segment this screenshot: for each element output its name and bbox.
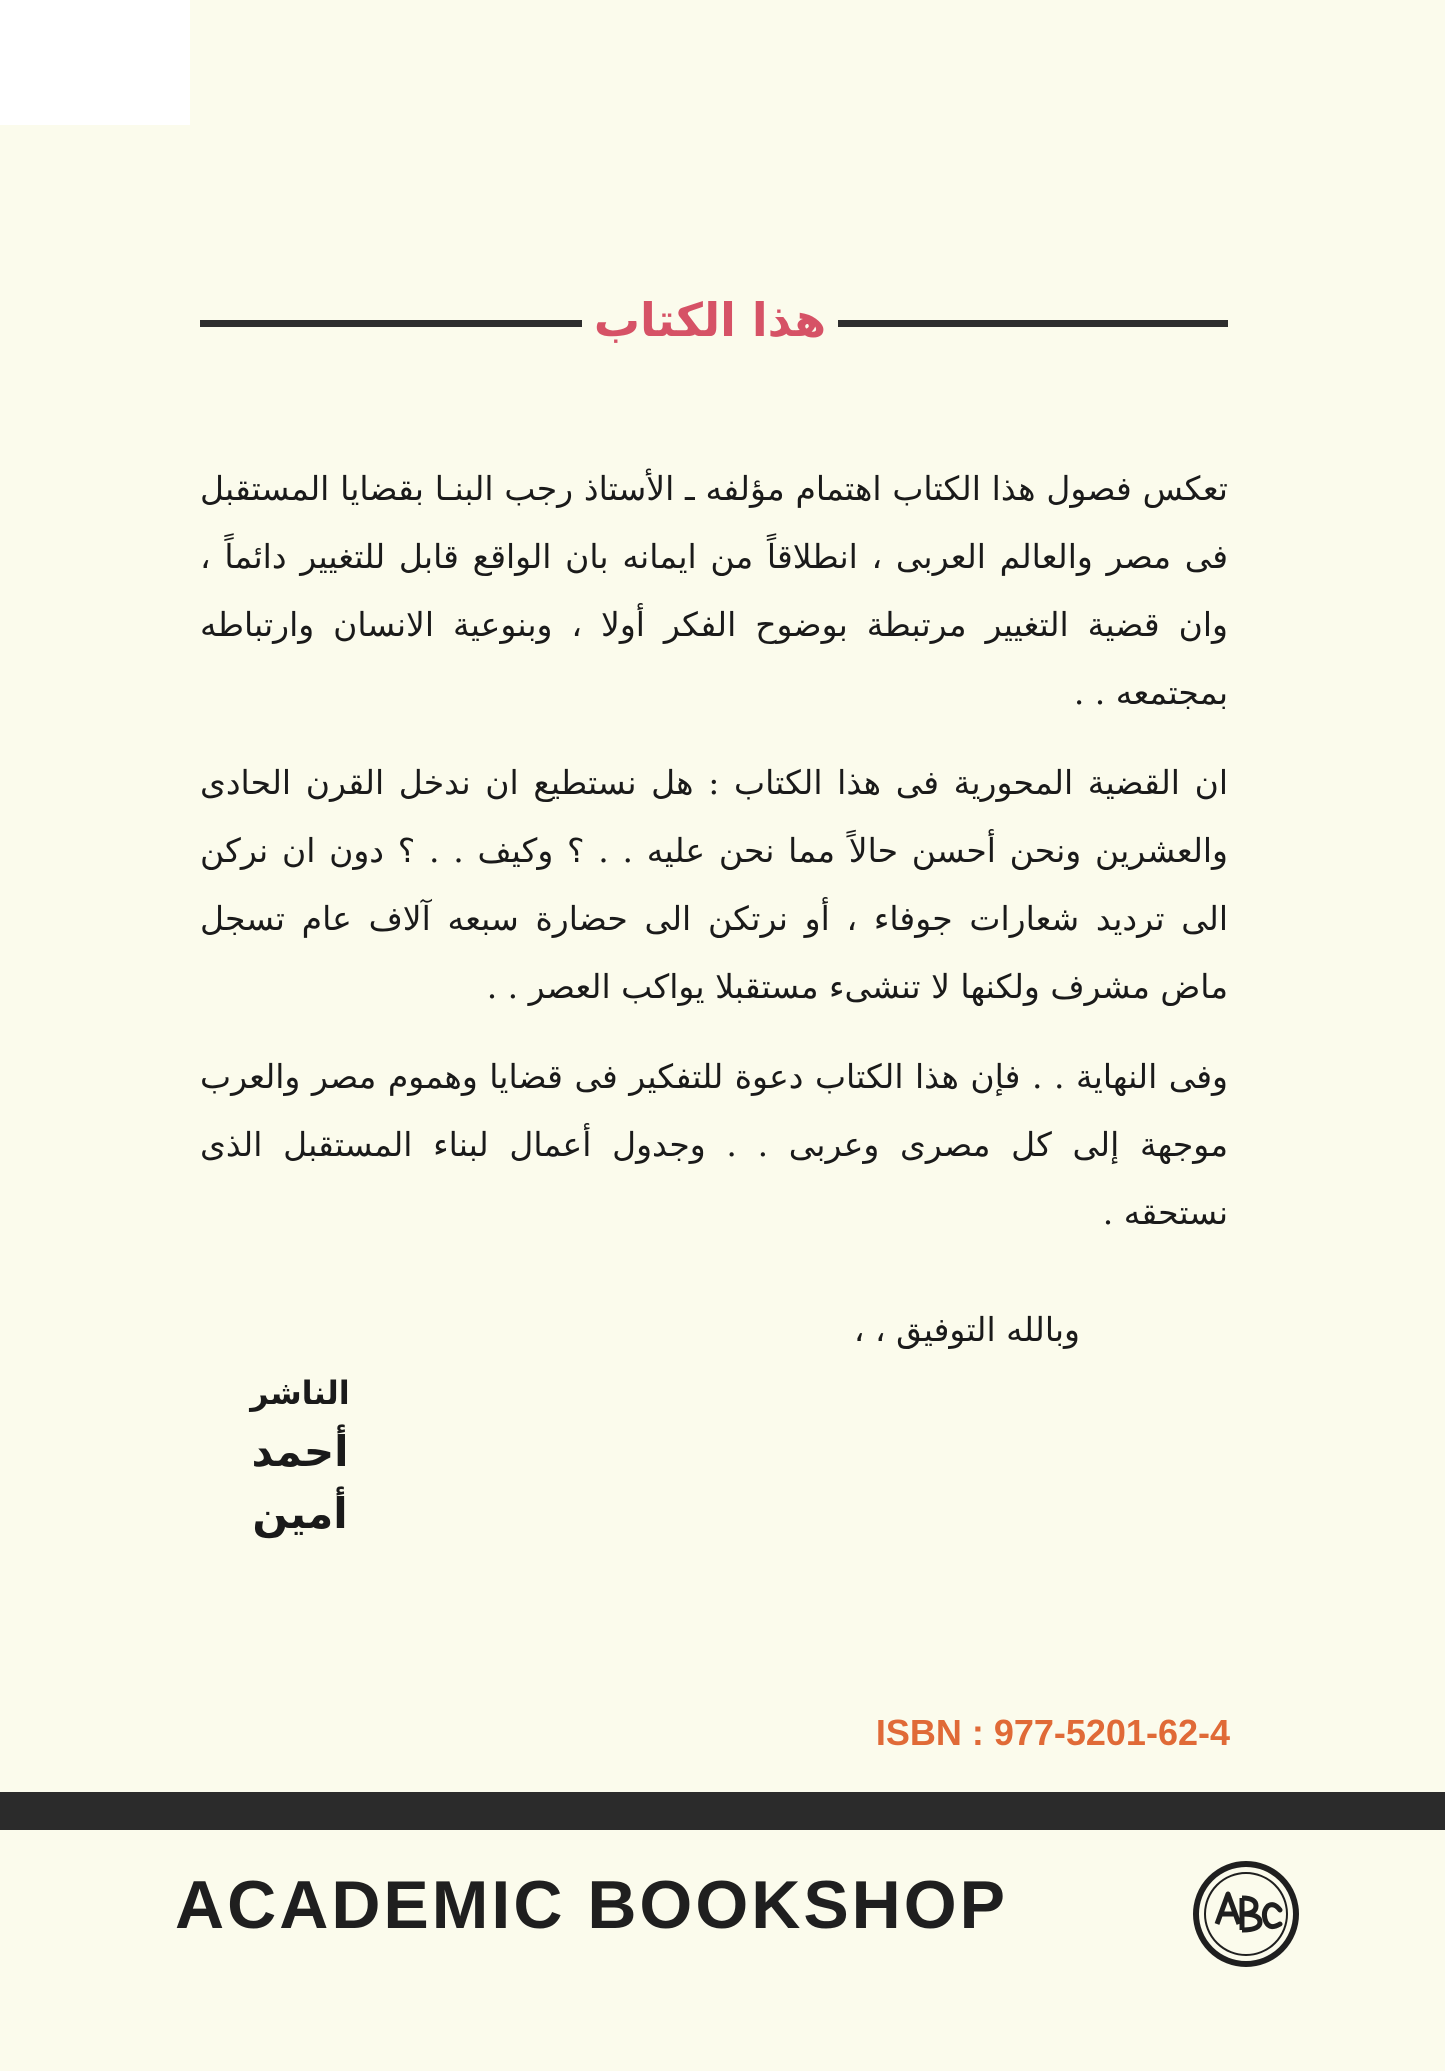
publisher-block bbox=[200, 1365, 400, 1545]
blurb-body bbox=[200, 455, 1228, 1269]
section-heading bbox=[200, 288, 1228, 358]
blurb-paragraph-1: تعكس فصول هذا الكتاب اهتمام مؤلفه ـ الأستاذ رجب البنـا بقضايا المستقبل فى مصر والعالم العربى ، انطلاقاً من ايمانه بان الواقع قابل للتغيير دائماً ، وان قضية التغيير مرتبطة بوضوح الفكر أولا ، وبنوعية الانسان وارتباطه بمجتمعه . . bbox=[200, 469, 1228, 712]
bottom-band bbox=[0, 1792, 1445, 1830]
heading-rule-right bbox=[838, 320, 1228, 327]
heading-title: هذا الكتاب bbox=[593, 293, 827, 347]
closing-line: وبالله التوفيق ، ، bbox=[853, 1310, 1080, 1349]
heading-rule-left bbox=[200, 320, 582, 327]
blurb-paragraph-3: وفى النهاية . . فإن هذا الكتاب دعوة للتفكير فى قضايا وهموم مصر والعرب موجهة إلى كل مصرى وعربى . . وجدول أعمال لبناء المستقبل الذى نستحقه . bbox=[200, 1057, 1228, 1232]
publisher-name: أحمد أمين bbox=[251, 1427, 349, 1538]
publisher-brand: ACADEMIC BOOKSHOP bbox=[175, 1867, 1009, 1943]
blurb-paragraph-2: ان القضية المحورية فى هذا الكتاب : هل نستطيع ان ندخل القرن الحادى والعشرين ونحن أحسن حالاً مما نحن عليه . . ؟ وكيف . . ؟ دون ان نركن الى ترديد شعارات جوفاء ، أو نرتكن الى حضارة سبعه آلاف عام تسجل ماض مشرف ولكنها لا تنشىء مستقبلا يواكب العصر . . bbox=[200, 763, 1228, 1006]
abc-logo-icon bbox=[1190, 1858, 1302, 1970]
publisher-label: الناشر bbox=[250, 1374, 350, 1412]
isbn-number: ISBN : 977-5201-62-4 bbox=[875, 1712, 1230, 1753]
